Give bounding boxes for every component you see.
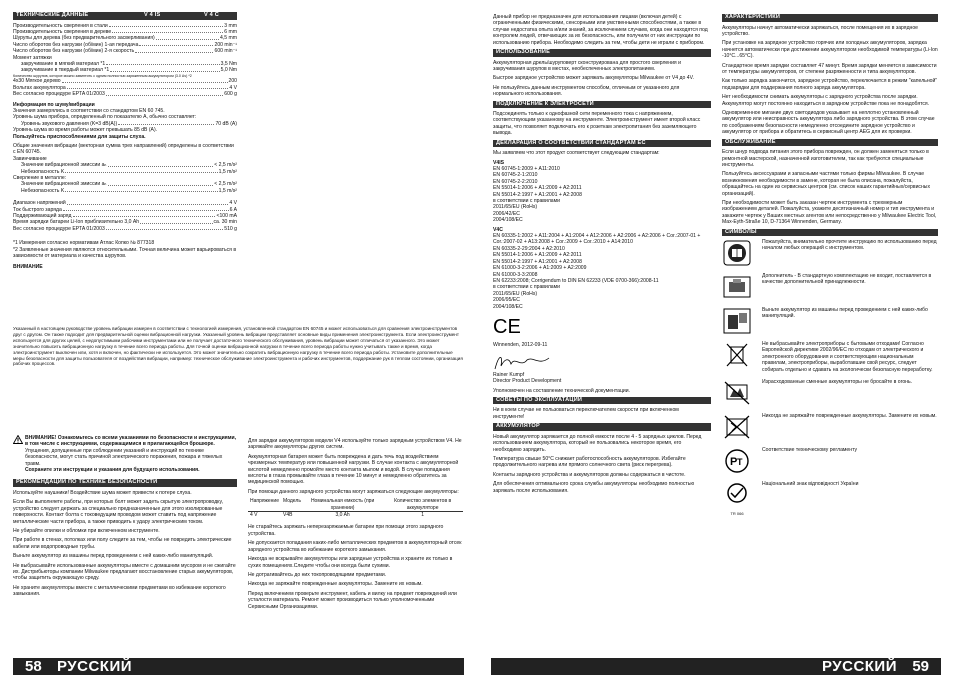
connection-header: ПОДКЛЮЧЕНИЕ К ЭЛЕКТРОСЕТИ: [493, 101, 711, 109]
spec-value: 4 V: [229, 84, 237, 91]
spec-value: 510 g: [224, 225, 237, 232]
no-charge-damaged-icon: [722, 413, 756, 441]
warning-block: [13, 435, 237, 473]
charger-paragraph: Никогда не вскрывайте аккумуляторы или зарядные устройства и храните их только в сухих помещениях.Следите чтобы они всегда были сухими.: [248, 556, 453, 569]
spec-label: Число оборотов без нагрузки (об/мин) 1-ая передача: [13, 41, 139, 48]
standard-line: EN 55014-1:2006 + A1:2009 + A2:2011: [493, 252, 582, 259]
standard-line: EN 61000-3-3:2008: [493, 271, 538, 278]
spec-model-1: V 4 IS: [144, 12, 161, 18]
charger-paragraph: Никогда не заряжайте поврежденные аккумуляторы. Замените их новым.: [248, 581, 423, 588]
symbol-text: Не выбрасывайте электроприборы с бытовыми отходами! Согласно Европейской директиве 2002/96/ЕС по отходам от электрического и электронного оборудования и соответствующим национальным правилам, электроприборы, выработавшие свой ресурс, следует собирать отдельно и сдавать на экологически безопасную переработку.: [762, 341, 933, 373]
standard-line: 2011/65/EU (RoHs): [493, 204, 538, 211]
symbol-text: Израсходованные сменные аккумуляторы не бросайте в огонь.: [762, 379, 913, 386]
svg-text:Р: Р: [730, 456, 738, 469]
standard-line: EN 60745-2-2:2010: [493, 178, 538, 185]
remove-battery-icon: [722, 307, 756, 335]
spec-label: Производительность сверления в дереве: [13, 28, 112, 35]
safety-paragraph: При работе в стенах, потолках или полу следите за тем, чтобы не повредить электрические кабели или водопроводные трубы.: [13, 537, 232, 550]
right-column-2: [722, 14, 938, 515]
symbol-text: Соответствие техническому регламенту: [762, 447, 858, 454]
left-column-1-bottom: [13, 435, 237, 601]
characteristics-paragraph: При установке на зарядное устройство горячих или холодных аккумуляторов, зарядка начнется автоматически при достижении аккумулятором необходимой температуры (Li-Ion -10°C...65°C).: [722, 40, 938, 60]
symbol-row: [722, 273, 938, 301]
ukraine-mark-icon: [722, 481, 756, 516]
table-cell-cells: 1: [421, 512, 425, 519]
standard-line: EN 55014-2:1997 + A1:2001 + A2:2008: [493, 191, 582, 198]
vib-intro: Общие значения вибрации (векторная сумма трех направлений) определены в соответствии с EN 60745.: [13, 143, 234, 156]
table-cell-capacity: 3,0 Ah: [335, 512, 350, 519]
symbol-text: Никогда не заряжайте поврежденные аккумуляторы. Замените их новым.: [762, 413, 937, 420]
symbol-text: Выньте аккумулятор из машины перед проведением с ней каких-либо манипуляций.: [762, 307, 928, 320]
attention-text: Указанный в настоящем руководстве уровень вибрации измерен в соответствии с технологией измерения, установленной стандартом EN 60745 и может использоваться для сравнения электроинструментов друг с другом. Он также подходит для предварительной оценки вибрационной нагрузки. Указанный уровень вибрации представляет основные виды применения электроинструмента. Если электроинструмент используется для других целей, с недопустимыми рабочими инструментами или не получает достаточного технического обслуживания, уровень вибрации может отличаться от указанного. Это может значительно повысить вибрационную нагрузку в течение всего периода работы. Для точной оценки вибрационной нагрузки в течение всего периода работы нужно учитывать также и время, когда электроинструмент выключен или, хотя и включен, но фактически не используется. Это может значительно сократить вибрационную нагрузку в течение всего периода работы. Установите дополнительные меры безопасности для защиты пользователя от воздействия вибрации, например: техническое обслуживание электроинструмента и рабочих инструментов, поддержание рук в теплом состоянии, организация рабочих процессов.: [13, 326, 463, 367]
v4is-standards: [493, 166, 711, 224]
battery-paragraph: Температура свыше 50°C снижает работоспособность аккумуляторов. Избегайте продолжительного нагрева или прямого солнечного света (риск перегрева).: [493, 456, 686, 469]
vib-drill-title: Сверление в металле:: [13, 175, 67, 182]
charger-paragraph: Аккумуляторная батарея может быть повреждена и дать течь под воздействием чрезмерных температур или повышенной нагрузки. В случае контакта с аккумуляторной кислотой немедленно промойте место контакта мылом и водой. В случае попадания кислоты в глаза промывайте глаза в течение 10 минут и немедленно обратитесь за медицинской помощью.: [248, 453, 459, 486]
table-head-voltage: Напряжение: [250, 498, 279, 505]
spec-model-2: V 4 C: [204, 12, 219, 18]
torque-list: [13, 61, 237, 74]
standard-line: EN 62233:2008; Corrigendum to DIN EN 62233 (VDE 0700-366):2008-11: [493, 277, 659, 284]
warning-text: Упущения, допущенные при соблюдении указаний и инструкций по технике безопасности, могут стать причиной электрического поражения, пожара и тяжелых травм.: [25, 447, 223, 467]
symbol-row: [722, 481, 938, 516]
standard-line: EN 55014-2:1997 + A1:2001 + A2:2008: [493, 258, 582, 265]
torque-label: Момент затяжки: [13, 54, 52, 61]
safety-paragraph: Не выбрасывайте использованные аккумуляторы вместе с домашним мусором и не сжигайте их. Дистрибьюторы компании Milwaukee предлагают восстановление старых аккумуляторов, чтобы защитить окружающую среду.: [13, 562, 236, 582]
battery-header: АККУМУЛЯТОР: [493, 423, 711, 431]
spec-label: Число оборотов без нагрузки (об/мин) 2-я скорость: [13, 48, 135, 55]
table-cell-model: V4B: [283, 512, 293, 519]
symbol-text: Пожалуйста, внимательно прочтите инструкцию по использованию перед началом любых операций с инструментом.: [762, 239, 937, 252]
standard-line: EN 60335-1:2002 + A11:2004 + A1:2004 + A12:2006 + A2:2006 + A2:2006 + Cor.:2007-01 + Cor.:2007-02 + A13:2008 + Cor.:2009 + Cor.:2010 + A14:2010: [493, 233, 701, 246]
characteristics-paragraph: Стандартное время зарядки составляет 47 минут. Время зарядки меняется в зависимости от температуры аккумуляторов, от степени разряженности и типа аккумуляторов.: [722, 62, 937, 75]
vib-drill-list: [13, 181, 237, 194]
gost-mark-icon: [722, 447, 756, 475]
service-header: ОБСЛУЖИВАНИЕ: [722, 139, 938, 147]
noise-row-label: Уровень звукового давления (K=3 dB(A)): [21, 120, 118, 127]
accessory-charger-icon: [722, 273, 756, 301]
charger-paragraphs-2: [248, 524, 463, 609]
symbols-list: [722, 239, 938, 516]
spec-value: ca. 30 min: [213, 219, 237, 226]
svg-text:Т: Т: [737, 457, 743, 468]
standard-line: EN 61000-3-2:2006 + A1:2009 + A2:2009: [493, 265, 587, 272]
spec-label: Небезопасность K: [21, 187, 65, 194]
symbol-text: Національний знак відповідності України: [762, 481, 859, 488]
table-head-capacity: Номинальная емкость (при хранении): [310, 498, 375, 511]
standard-line: 2004/108/EC: [493, 217, 523, 224]
spec-value: 600 min⁻¹: [214, 48, 237, 55]
characteristics-header: ХАРАКТЕРИСТИКИ: [722, 14, 938, 22]
characteristics-paragraph: Как только зарядка закончится, зарядное устройство, переключается в режим "капельной" подзарядки для поддержания полного заряда аккумулятора.: [722, 78, 938, 91]
battery-paragraph: Для обеспечения оптимального срока службы аккумуляторы необходимо полностью заряжать после использования.: [493, 481, 695, 494]
charger-paragraph: Перед включением проверьте инструмент, кабель и вилку на предмет повреждений или усталости материала. Ремонт может производиться только уполномоченными Сервисными Организациями.: [248, 590, 457, 610]
spec-value: 3 mm: [224, 22, 237, 29]
symbol-row: [722, 379, 938, 407]
characteristics-paragraph: Одновременное мигание двух светодиодов указывает на неплотно установленный аккумулятор или неисправность аккумулятора либо зарядного устройства. В этом случае по соображениям безопасности немедленно отсоедините зарядное устройство и аккумулятор от прибора и обратитесь в сервисный центр AEG для их проверки.: [722, 109, 935, 136]
spec-value: 6 mm: [224, 28, 237, 35]
standard-line: 2006/42/EC: [493, 210, 520, 217]
symbol-text: Дополнитель - В стандартную комплектацию не входит, поставляется в качестве дополнительной принадлежности.: [762, 273, 932, 286]
standard-line: в соответствии с правилами: [493, 198, 560, 205]
footnote-2: *2 Заявленные значения являются относительными. Точная величина может варьироваться в зависимости от материала и качества шурупов.: [13, 246, 237, 260]
spec-label: Небезопасность K: [21, 168, 65, 175]
crossed-bin-icon: [722, 341, 756, 369]
battery-paragraph: Контакты зарядного устройства и аккумуляторов должны содержаться в чистоте.: [493, 471, 686, 478]
charger-paragraph: Не старайтесь заряжать неперезаряжаемые батареи при помощи этого зарядного устройства.: [248, 524, 444, 537]
battery-no-fire-icon: [722, 379, 756, 407]
use-paragraph: Не пользуйтесь данным инструментом способом, отличным от указанного для нормального использования.: [493, 84, 680, 98]
standard-line: EN 60745-2-1:2010: [493, 172, 538, 179]
footer-language: РУССКИЙ: [821, 658, 897, 675]
spec-list-2: [13, 78, 237, 97]
warning-bold-2: Сохраните эти инструкции и указания для будущего использования.: [25, 467, 200, 474]
table-head-cells: Количество элементов в аккумуляторе: [394, 498, 452, 511]
symbol-row: [722, 341, 938, 373]
spec-label: Производительность сверления в стали: [13, 22, 108, 29]
spec-value: 5,0 Nm: [220, 67, 237, 74]
connection-text: Подсоединять только к однофазной сети переменного тока с напряжением, соответствующим указанному на инструменте. Электроинструмент имеет второй класс защиты, что позволяет подключать его к розеткам электропитания без заземляющего вывода.: [493, 111, 701, 137]
symbol-row: [722, 413, 938, 441]
spec-label: 4x30 Мягкое дерево: [13, 78, 61, 85]
vib-tight-title: Завинчивание: [13, 155, 47, 162]
standard-line: 2004/108/EC: [493, 303, 523, 310]
safety-paragraph: Выньте аккумулятор из машины перед проведением с ней каких-либо манипуляций.: [13, 553, 214, 560]
table-head-model: Модель: [283, 498, 301, 505]
intro-text: Данный прибор не предназначен для использования лицами (включая детей) с ограниченными физическими, сенсорными или умственными способностями, а также в случае недостатка опыта и/или знаний, за исключением случаев, когда они находятся под контролем людей, отвечающих за их безопасность, или получили от них инструкции по использованию прибора. Необходимо следить за тем, чтобы дети не играли с прибором.: [493, 14, 708, 46]
use-paragraphs: [493, 60, 711, 98]
left-column-1: [13, 12, 237, 270]
table-cell-voltage: 4 V: [250, 512, 258, 519]
spec-value: < 2,5 m/s²: [214, 181, 237, 188]
spec-value: 1,5 m/s²: [218, 187, 237, 194]
left-footer: [13, 658, 464, 675]
spec-value: 600 g: [224, 91, 237, 98]
noise-row-value: 70 dB (A): [215, 120, 237, 127]
use-header: ИСПОЛЬЗОВАНИЕ: [493, 49, 711, 57]
standard-line: EN 60745-1:2009 + A11:2010: [493, 166, 560, 172]
attention-block: [13, 326, 463, 367]
spec-value: 4 V: [229, 200, 237, 207]
screws-note: Количество шурупов, которое можно завинтить с одним полностью заряженным аккумулятором (3.0 Ач) *2: [13, 73, 192, 78]
noise-title: Информация по шуму/вибрации: [13, 101, 95, 108]
signer-name: Rainer Kumpf: [493, 371, 525, 378]
right-column-1: [493, 14, 711, 497]
symbol-row: [722, 447, 938, 475]
charger-spec-list: [13, 200, 237, 232]
right-footer: [491, 658, 941, 675]
spec-label: Шурупы для дерева (без предварительного засверливания): [13, 35, 155, 42]
left-column-2: [248, 438, 463, 613]
footer-language: РУССКИЙ: [57, 658, 133, 675]
spec-list: [13, 23, 237, 55]
spec-label: Значение вибрационной эмиссии aₕ: [21, 162, 107, 169]
declaration-header: ДЕКЛАРАЦИЯ О СООТВЕТСТВИИ СТАНДАРТАМ ЕС: [493, 140, 711, 148]
battery-table: [248, 498, 463, 518]
spec-label: Вольтах аккумулятора: [13, 84, 66, 91]
noise-bold: Пользуйтесь приспособлениями для защиты слуха.: [13, 133, 146, 140]
warning-bold: ВНИМАНИЕ! Ознакомьтесь со всеми указаниями по безопасности и инструкциями, в том числе с инструкциями, содержащимися в прилагающейся брошюре.: [25, 435, 237, 448]
spec-value: 6 A: [229, 206, 237, 213]
symbol-row: [722, 239, 938, 267]
vib-tight-list: [13, 162, 237, 175]
spec-label: Вес согласно процедуре EPTA 01/2003: [13, 225, 105, 232]
service-paragraph: Пользуйтесь аксессуарами и запасными частями только фирмы Milwaukee. В случае возникновения необходимости в замене, которая не была описана, пожалуйста, обращайтесь на один из сервисных центров (см. список наших гарантийных/сервисных организаций).: [722, 171, 931, 197]
spec-value: 4,5 mm: [220, 35, 237, 42]
operation-text: Ни в коем случае не пользоваться переключателем скорости при включенном инструменте!: [493, 407, 679, 420]
declaration-intro: Мы заявляем что этот продукт соответствует следующим стандартам:: [493, 150, 660, 157]
battery-paragraph: Новый аккумулятор заряжается до полной емкости после 4 - 5 зарядных циклов. Перед использованием аккумулятора, который не пользовались некоторое время, его необходимо зарядить.: [493, 433, 702, 453]
spec-label: Диапазон напряжений: [13, 200, 66, 207]
page-number: 58: [25, 658, 42, 675]
charger-paragraph: Не допускается попадания каких-либо металлических предметов в аккумуляторный отсек зарядного устройства во избежание короткого замыкания.: [248, 540, 462, 553]
charger-paragraphs: [248, 438, 463, 495]
signature: [493, 352, 711, 372]
battery-paragraphs: [493, 434, 711, 494]
footnote-1: *1 Измерения согласно нормативам Атлас Копко № 877318: [13, 240, 155, 247]
spec-label: закручивание в твердый материал *1: [21, 67, 110, 74]
safety-paragraph: Если Вы выполняете работы, при которых болт может задеть скрытую электропроводку, устройство следует держать за специально предназначенные для этого изолированные поверхности. Контакт болта с токоведущим проводом может ставить под напряжение металлические части прибора, а также приводить к удару электрическим током.: [13, 499, 223, 525]
spec-label: Вес согласно процедуре EPTA 01/2003: [13, 91, 105, 98]
characteristics-paragraphs: [722, 25, 938, 136]
authorization-text: Уполномочен на составление технической документации.: [493, 387, 630, 394]
signer-title: Director Product Development: [493, 378, 562, 385]
right-page: [477, 0, 954, 677]
standard-line: 2011/65/EU (RoHs): [493, 290, 538, 297]
spec-value: 1,5 m/s²: [218, 168, 237, 175]
page-number: 59: [912, 658, 929, 675]
spec-label: закручивание в мягкий материал *1: [21, 60, 106, 67]
v4c-standards: [493, 233, 711, 310]
spec-label: Ток быстрого заряда: [13, 206, 62, 213]
standard-line: EN 55014-1:2006 + A1:2009 + A2:2011: [493, 185, 582, 192]
spec-value: <100 mA: [216, 213, 237, 220]
spec-value: < 2,5 m/s²: [214, 162, 237, 169]
safety-paragraph: Не убирайте опилки и обломки при включенном инструменте.: [13, 527, 160, 534]
standard-line: 2006/95/EC: [493, 297, 520, 304]
spec-value: 200 min⁻¹: [214, 41, 237, 48]
charger-paragraph: При помощи данного зарядного устройства могут заряжаться следующие аккумуляторы:: [248, 488, 459, 495]
symbols-header: СИМВОЛЫ: [722, 229, 938, 237]
attention-header: ВНИМАНИЕ: [13, 263, 43, 270]
warning-triangle-icon: [13, 435, 25, 473]
use-paragraph: Быстрое зарядное устройство может заряжать аккумуляторы Milwaukee от V4 до 4V.: [493, 75, 694, 82]
spec-label: Значение вибрационной эмиссии aₕ: [21, 181, 107, 188]
charger-paragraph: Для зарядки аккумуляторов модели V4 используйте только зарядным устройством V4. Не заряжайте аккумуляторы других систем.: [248, 438, 462, 451]
spec-value: 200: [228, 78, 237, 85]
spec-header: [13, 12, 237, 20]
place-date: Winnenden, 2012-09-11: [493, 342, 548, 349]
v4c-title: V4C: [493, 226, 503, 233]
safety-header: РЕКОМЕНДАЦИИ ПО ТЕХНИКЕ БЕЗОПАСНОСТИ: [13, 479, 237, 487]
noise-line-1: Значения замерялись в соответствии со стандартом EN 60 745.: [13, 107, 165, 114]
safety-paragraph: Используйте наушники! Воздействие шума может привести к потере слуха.: [13, 489, 192, 496]
spec-header-title: ТЕХНИЧЕСКИЕ ДАННЫЕ: [16, 12, 89, 18]
spec-value: 3,5 Nm: [220, 60, 237, 67]
use-paragraph: Аккумуляторная дрель/шуруповерт сконструирована для простого сверления и закручивания шурупов в местах, необеспеченных электропитанием.: [493, 59, 681, 72]
v4is-title: V4IS: [493, 159, 505, 166]
charger-paragraph: Не дотрагивайтесь до них токопроводящими предметами.: [248, 571, 387, 578]
ce-mark: [493, 316, 711, 338]
service-paragraph: При необходимости может быть заказан чертеж инструмента с трехмерным изображением деталей. Пожалуйста, укажите десятизначный номер и тип инструмента и закажите чертеж у Ваших местных агентов или непосредственно у Milwaukee Electric Tool, Max-Eyth-Straße 10, D-71364 Winnenden, Germany.: [722, 199, 937, 226]
safety-list: [13, 490, 237, 598]
service-paragraphs: [722, 149, 938, 225]
noise-line-2: Уровень шума прибора, определенный по показателю А, обычно составляет:: [13, 114, 197, 121]
characteristics-paragraph: Нет необходимости снимать аккумуляторы с зарядного устройства после зарядки. Аккумулятор могут постоянно находиться в зарядном устройстве пока не понадобятся.: [722, 94, 930, 107]
symbol-row: [722, 307, 938, 335]
standard-line: в соответствии с правилами: [493, 284, 560, 291]
noise-line-3: Уровень шума во время работы может превышать 85 dB (A).: [13, 127, 158, 134]
characteristics-paragraph: Аккумуляторы начнут автоматически заряжаться, после помещения их в зарядное устройство.: [722, 24, 919, 37]
operation-header: СОВЕТЫ ПО ЭКСПЛУАТАЦИИ: [493, 397, 711, 405]
spec-label: Время зарядки батареи Li-Ion приблизительно 3,0 Ah: [13, 219, 140, 226]
service-paragraph: Если шнур подвода питания этого прибора поврежден, он должен заменяться только в ремонтной мастерской, назначенной изготовителем, так как требуются специальные инструменты.: [722, 149, 929, 168]
spec-label: Поддерживающий заряд: [13, 213, 72, 220]
read-manual-icon: [722, 239, 756, 267]
standard-line: EN 60335-2-29:2004 + A2:2010: [493, 245, 565, 252]
svg-text:CE: CE: [493, 315, 521, 336]
safety-paragraph: Не храните аккумуляторы вместе с металлическими предметами во избежание короткого замыкания.: [13, 584, 226, 598]
tr-code: TR 066: [730, 510, 744, 516]
